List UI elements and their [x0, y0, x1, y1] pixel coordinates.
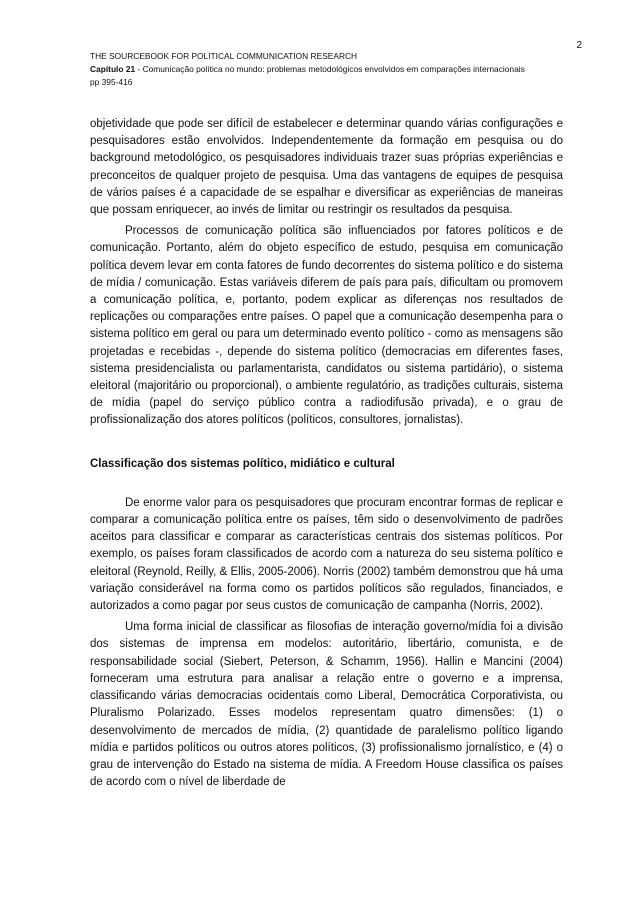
chapter-label: Capítulo 21: [90, 64, 136, 74]
section-heading: Classificação dos sistemas político, midiático e cultural: [90, 457, 395, 470]
body-text: [90, 116, 563, 791]
paragraph-continuation: objetividade que pode ser difícil de estabelecer e determinar quando várias configurações e pesquisadores estão envolvidos. Independentemente da formação em pesquisa ou do background metodológico, os pesquisadores individuais trazer suas próprias experiências e preconceitos de qualquer projeto de pesquisa. Uma das vantagens de equipes de pesquisa de vários países é a capacidade de se espalhar e diversificar as experiências de maneiras que possam enriquecer, ao invés de limitar ou restringir os resultados da pesquisa.: [90, 118, 563, 217]
chapter-title: - Comunicação política no mundo: problemas metodológicos envolvidos em comparações internacionais: [135, 64, 525, 74]
chapter-line: [90, 63, 560, 76]
paragraph: Uma forma inicial de classificar as filosofias de interação governo/mídia foi a divisão dos sistemas de imprensa em modelos: autoritário, libertário, comunista, e de responsabilidade social (Siebert, Peterson, & Schamm, 1956). Hallin e Mancini (2004) forneceram uma estrutura para analisar a relação entre o governo e a imprensa, classificando várias democracias ocidentais como Liberal, Democrática Corporativista, ou Pluralismo Polarizado. Esses modelos representam quatro dimensões: (1) o desenvolvimento de mercados de mídia, (2) quantidade de paralelismo político ligando mídia e partidos políticos ou outros atores políticos, (3) profissionalismo jornalístico, e (4) o grau de intervenção do Estado na sistema de mídia. A Freedom House classifica os países de acordo com o nível de liberdade de: [90, 621, 563, 789]
paragraph: Processos de comunicação política são influenciados por fatores políticos e de comunicação. Portanto, além do objeto específico de estudo, pesquisa em comunicação política devem levar em conta fatores de fundo decorrentes do sistema político e do sistema de mídia / comunicação. Estas variáveis diferem de país para país, dificultam ou promovem a comunicação política, e, portanto, podem explicar as diferenças nos resultados de replicações ou comparações entre países. O papel que a comunicação desempenha para o sistema político em geral ou para um determinado evento político - como as mensagens são projetadas e recebidas -, depende do sistema político (democracias em diferentes fases, sistema presidencialista ou parlamentarista, candidatos ou sistema partidário), o sistema eleitoral (majoritário ou proporcional), o ambiente regulatório, as tradições culturais, sistema de mídia (papel do serviço público contra a radiodifusão privada), e o grau de profissionalização dos atores políticos (políticos, consultores, jornalistas).: [90, 225, 563, 427]
running-header: [90, 50, 560, 89]
book-title: THE SOURCEBOOK FOR POLITICAL COMMUNICATION RESEARCH: [90, 51, 358, 61]
paragraph: De enorme valor para os pesquisadores que procuram encontrar formas de replicar e comparar a comunicação política entre os países, têm sido o desenvolvimento de padrões aceitos para classificar e comparar as características centrais dos sistemas políticos. Por exemplo, os países foram classificados de acordo com a natureza do seu sistema político e eleitoral (Reynold, Reilly, & Ellis, 2005-2006). Norris (2002) também demonstrou que há uma variação considerável na forma como os partidos políticos são regulados, financiados, e autorizados a como pagar por seus custos de comunicação de campanha (Norris, 2002).: [90, 496, 563, 613]
page-range: pp 395-416: [90, 77, 133, 87]
page-number: 2: [576, 40, 582, 51]
